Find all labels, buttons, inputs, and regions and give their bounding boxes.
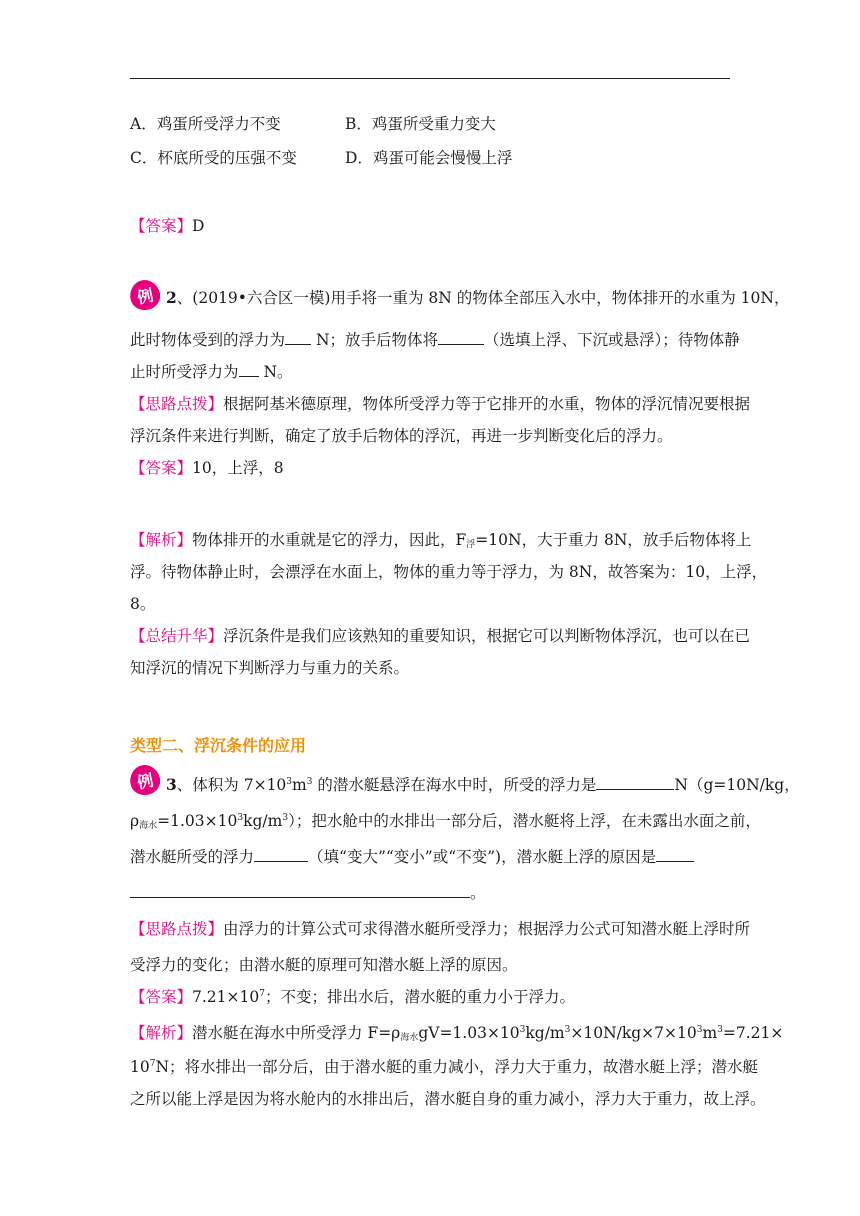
q3-line-3: 潜水艇所受的浮力 （填“变大”“变小”或“不变”)，潜水艇上浮的原因是 [130,845,694,867]
example-badge-icon: 例 [127,277,163,313]
answer-blank[interactable] [596,775,674,790]
q3-answer: 【答案】$7.21\times 10^7$；不变；排出水后，潜水艇的重力小于浮力。 [130,988,575,1006]
q2-analysis-2: 浮。待物体静止时，会漂浮在水面上，物体的重力等于浮力，为 8N，故答案为：10，上浮， [130,563,768,581]
answer-blank[interactable] [656,847,694,862]
q2-analysis-1: 【解析】物体排开的水重就是它的浮力，因此，$F_浮=10N$，大于重力 8N，放手后物体将上 [130,531,752,550]
q3-analysis-2: $10^7N$；将水排出一部分后，由于潜水艇的重力减小，浮力大于重力，故潜水艇上浮；潜水艇 [130,1058,759,1076]
option-d: D．鸡蛋可能会慢慢上浮 [345,149,513,167]
q2-line-2: 此时物体受到的浮力为 N；放手后物体将 （选填上浮、下沉或悬浮）；待物体静 [130,331,740,349]
q2-line-3: 止时所受浮力为 N。 [130,363,293,381]
q2-summary-2: 知浮沉的情况下判断浮力与重力的关系。 [130,659,410,677]
answer-blank[interactable] [438,330,484,345]
option-a: A．鸡蛋所受浮力不变 [130,115,281,133]
answer-tag: 【答案】 [130,217,193,235]
option-b: B．鸡蛋所受重力变大 [345,115,496,133]
q3-line-4: 。 [130,881,486,903]
q2-line-1: 2、(2019•六合区一模)用手将一重为 8N 的物体全部压入水中，物体排开的水重为 10N， [166,288,790,307]
q3-line-1: 3、体积为 $7\times 10^3m^3$ 的潜水艇悬浮在海水中时，所受的浮力是 N（g=10N/kg， [166,775,800,794]
answer-text: D [192,217,205,235]
q3-line-2: $\rho_{海水}=1.03\times 10^3kg/m^3$）；把水舱中的水排出一部分后，潜水艇将上浮，在未露出水面之前， [130,812,761,831]
q3-analysis-1: 【解析】潜水艇在海水中所受浮力 $F=\rho_{海水}gV=1.03\times 10^3kg/m^3\times 10N/kg\times 7\times 10^3m^3=7.21\times$ [130,1024,784,1043]
q2-summary-1: 【总结升华】浮沉条件是我们应该熟知的重要知识，根据它可以判断物体浮沉，也可以在已 [130,627,751,645]
q2-hint-2: 浮沉条件来进行判断，确定了放手后物体的浮沉，再进一步判断变化后的浮力。 [130,427,673,445]
q3-hint-1: 【思路点拨】由浮力的计算公式可求得潜水艇所受浮力；根据浮力公式可知潜水艇上浮时所 [130,920,751,938]
q2-analysis-3: 8。 [130,595,156,613]
q2-answer: 【答案】10，上浮，8 [130,459,284,477]
option-c: C．杯底所受的压强不变 [130,149,297,167]
answer-blank[interactable] [254,847,308,862]
q3-hint-2: 受浮力的变化；由潜水艇的原理可知潜水艇上浮的原因。 [130,956,518,974]
header-rule [130,78,730,79]
answer-blank[interactable] [285,330,311,345]
answer-blank-long[interactable] [130,883,470,898]
q3-analysis-3: 之所以能上浮是因为将水舱内的水排出后，潜水艇自身的重力减小，浮力大于重力，故上浮。 [130,1090,766,1108]
example-badge-icon: 例 [127,762,163,798]
section-title: 类型二、浮沉条件的应用 [130,736,307,755]
answer-blank[interactable] [239,362,259,377]
q2-hint-1: 【思路点拨】根据阿基米德原理，物体所受浮力等于它排开的水重，物体的浮沉情况要根据 [130,395,751,413]
